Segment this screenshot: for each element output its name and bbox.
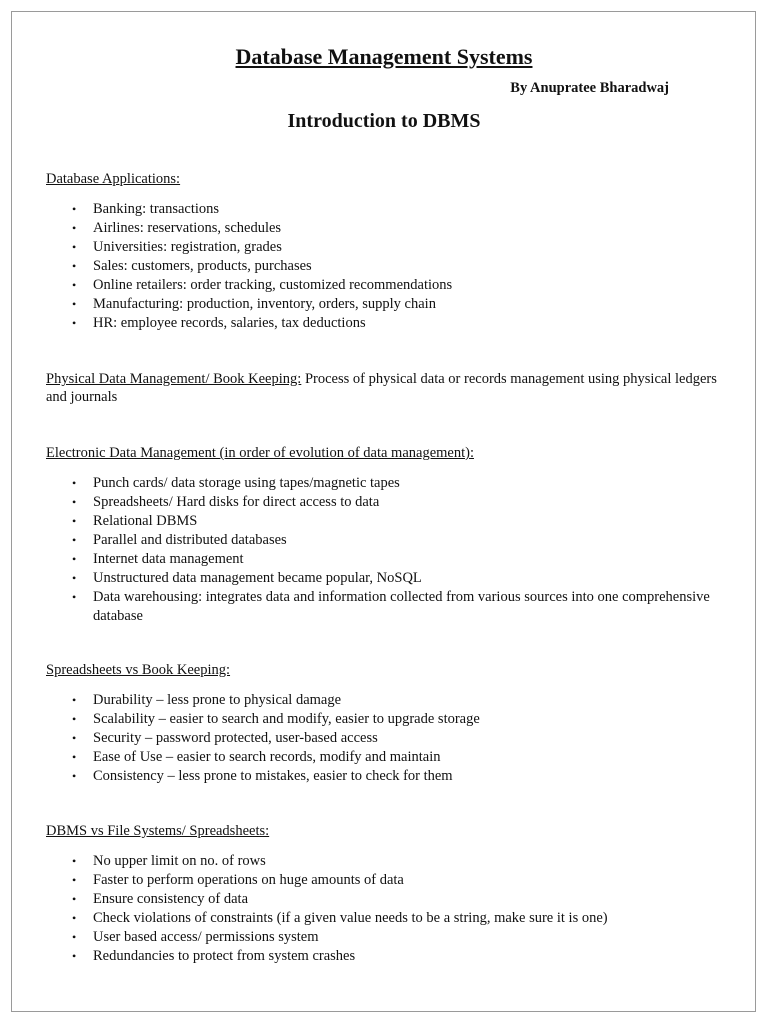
- list-item-text: Data warehousing: integrates data and information collected from various sources into one comprehensive database: [93, 589, 710, 624]
- list-item: [46, 852, 726, 871]
- list-item-text: Relational DBMS: [93, 513, 198, 529]
- spreadsheets-list: [46, 691, 726, 786]
- electronic-list: [46, 474, 726, 626]
- list-item: [46, 569, 726, 588]
- section-heading-applications: Database Applications:: [46, 171, 181, 187]
- list-item-text: Consistency – less prone to mistakes, easier to check for them: [93, 768, 453, 784]
- document-subtitle: Introduction to DBMS: [287, 110, 481, 132]
- bullet-icon: •: [72, 316, 77, 330]
- bullet-icon: •: [72, 221, 77, 235]
- bullet-icon: •: [72, 769, 77, 783]
- list-item: [46, 691, 726, 710]
- list-item: [46, 219, 726, 238]
- section-dbms: [46, 822, 726, 966]
- section-heading-dbms: DBMS vs File Systems/ Spreadsheets:: [46, 823, 270, 839]
- bullet-icon: •: [72, 202, 77, 216]
- list-item: [46, 909, 726, 928]
- bullet-icon: •: [72, 476, 77, 490]
- document-title: Database Management Systems: [235, 44, 533, 69]
- list-item-text: Online retailers: order tracking, customized recommendations: [93, 277, 453, 293]
- section-heading-electronic: Electronic Data Management (in order of evolution of data management):: [46, 445, 474, 461]
- section-heading-physical: Physical Data Management/ Book Keeping:: [46, 371, 302, 387]
- bullet-icon: •: [72, 930, 77, 944]
- bullet-icon: •: [72, 590, 77, 604]
- list-item: [46, 767, 726, 786]
- bullet-icon: •: [72, 911, 77, 925]
- list-item-text: No upper limit on no. of rows: [93, 853, 266, 869]
- list-item: [46, 710, 726, 729]
- list-item-text: Redundancies to protect from system crashes: [93, 948, 356, 964]
- bullet-icon: •: [72, 571, 77, 585]
- list-item: [46, 474, 726, 493]
- author-line: By Anupratee Bharadwaj: [510, 80, 669, 96]
- list-item-text: Sales: customers, products, purchases: [93, 258, 312, 274]
- list-item: [46, 890, 726, 909]
- list-item: [46, 238, 726, 257]
- list-item-text: Banking: transactions: [93, 201, 220, 217]
- list-item: [46, 947, 726, 966]
- list-item-text: Unstructured data management became popular, NoSQL: [93, 570, 422, 586]
- list-item-text: Ensure consistency of data: [93, 891, 249, 907]
- list-item: [46, 276, 726, 295]
- bullet-icon: •: [72, 533, 77, 547]
- list-item: [46, 871, 726, 890]
- list-item: [46, 493, 726, 512]
- bullet-icon: •: [72, 514, 77, 528]
- list-item-text: Durability – less prone to physical damage: [93, 692, 342, 708]
- bullet-icon: •: [72, 693, 77, 707]
- list-item-text: User based access/ permissions system: [93, 929, 319, 945]
- bullet-icon: •: [72, 259, 77, 273]
- section-spreadsheets: [46, 661, 726, 786]
- list-item-text: Spreadsheets/ Hard disks for direct access to data: [93, 494, 380, 510]
- dbms-list: [46, 852, 726, 966]
- section-physical: [46, 370, 726, 406]
- list-item: [46, 531, 726, 550]
- bullet-icon: •: [72, 892, 77, 906]
- section-applications: [46, 170, 726, 333]
- list-item-text: Universities: registration, grades: [93, 239, 282, 255]
- list-item: [46, 200, 726, 219]
- list-item: [46, 729, 726, 748]
- list-item-text: Faster to perform operations on huge amounts of data: [93, 872, 404, 888]
- bullet-icon: •: [72, 712, 77, 726]
- applications-list: [46, 200, 726, 333]
- list-item: [46, 257, 726, 276]
- list-item-text: Punch cards/ data storage using tapes/magnetic tapes: [93, 475, 400, 491]
- list-item: [46, 314, 726, 333]
- bullet-icon: •: [72, 297, 77, 311]
- bullet-icon: •: [72, 750, 77, 764]
- bullet-icon: •: [72, 278, 77, 292]
- list-item-text: Check violations of constraints (if a given value needs to be a string, make sure it is one): [93, 910, 608, 926]
- list-item-text: Parallel and distributed databases: [93, 532, 287, 548]
- physical-description: Process of physical data or records management using physical ledgers and journals: [46, 371, 717, 405]
- list-item-text: Security – password protected, user-based access: [93, 730, 378, 746]
- list-item-text: Airlines: reservations, schedules: [93, 220, 282, 236]
- list-item: [46, 928, 726, 947]
- list-item-text: HR: employee records, salaries, tax deductions: [93, 315, 366, 331]
- section-heading-spreadsheets: Spreadsheets vs Book Keeping:: [46, 662, 231, 678]
- list-item: [46, 748, 726, 767]
- list-item-text: Scalability – easier to search and modify, easier to upgrade storage: [93, 711, 480, 727]
- list-item: [46, 295, 726, 314]
- bullet-icon: •: [72, 731, 77, 745]
- list-item-text: Ease of Use – easier to search records, modify and maintain: [93, 749, 441, 765]
- bullet-icon: •: [72, 873, 77, 887]
- bullet-icon: •: [72, 240, 77, 254]
- bullet-icon: •: [72, 949, 77, 963]
- section-electronic: [46, 444, 726, 626]
- list-item-text: Manufacturing: production, inventory, orders, supply chain: [93, 296, 436, 312]
- list-item: [46, 512, 726, 531]
- list-item: [46, 588, 726, 626]
- list-item: [46, 550, 726, 569]
- bullet-icon: •: [72, 552, 77, 566]
- bullet-icon: •: [72, 854, 77, 868]
- bullet-icon: •: [72, 495, 77, 509]
- list-item-text: Internet data management: [93, 551, 244, 567]
